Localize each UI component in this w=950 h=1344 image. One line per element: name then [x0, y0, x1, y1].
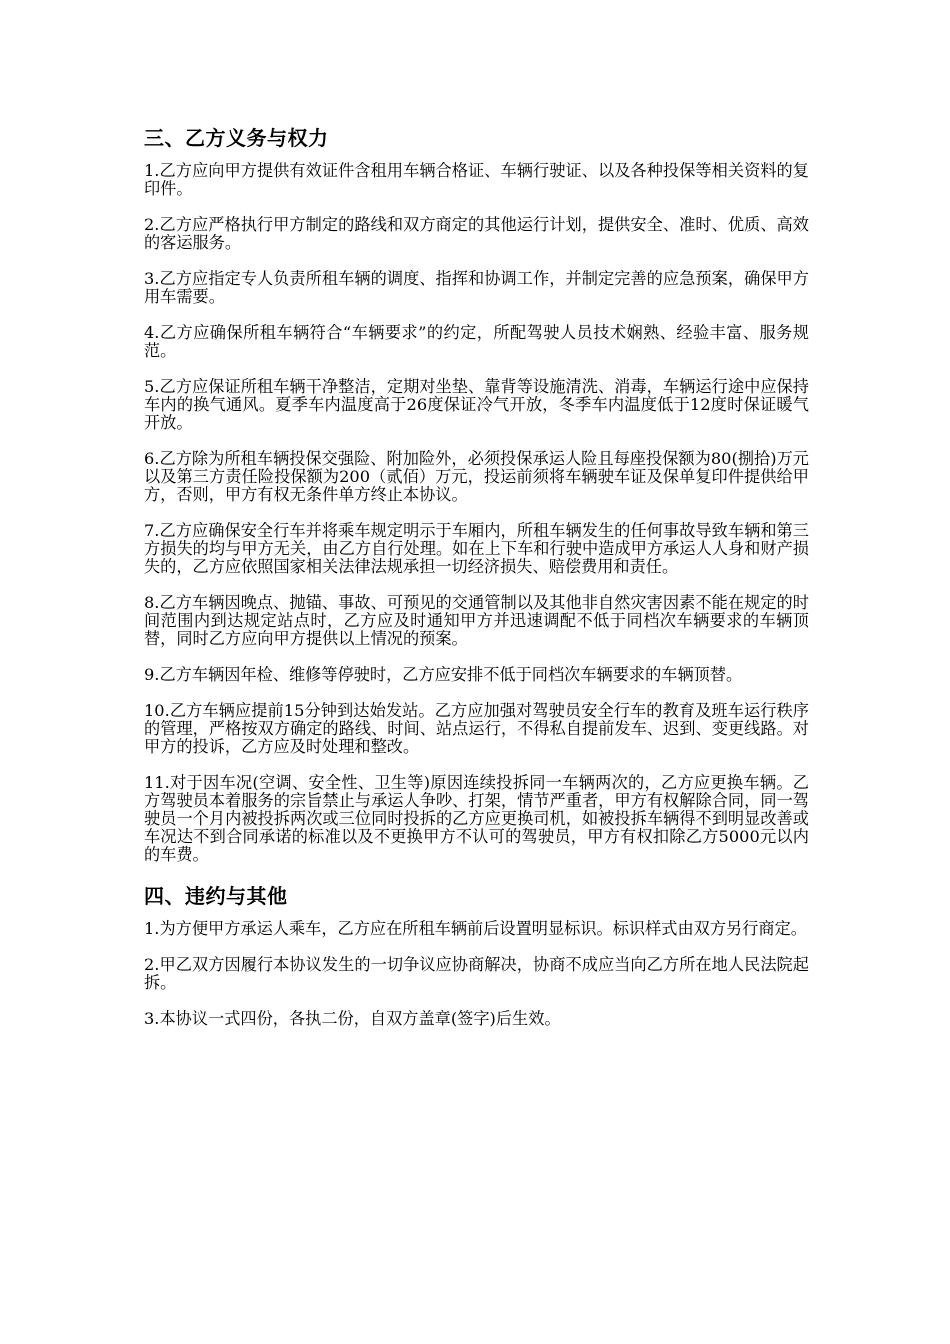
section-4-item-2: 2.甲乙双方因履行本协议发生的一切争议应协商解决，协商不成应当向乙方所在地人民法院起拆。 [144, 955, 809, 992]
section-3-item-4: 4.乙方应确保所租车辆符合“车辆要求”的约定，所配驾驶人员技术娴熟、经验丰富、服务规范。 [144, 323, 809, 360]
section-4-item-3: 3.本协议一式四份，各执二份，自双方盖章(签字)后生效。 [144, 1009, 561, 1028]
document-body [144, 124, 809, 1046]
section-4-item-1: 1.为方便甲方承运人乘车，乙方应在所租车辆前后设置明显标识。标识样式由双方另行商定。 [144, 919, 807, 938]
section-3-item-11: 11.对于因车况(空调、安全性、卫生等)原因连续投拆同一车辆两次的，乙方应更换车辆。乙方驾驶员本着服务的宗旨禁止与承运人争吵、打架，情节严重者，甲方有权解除合同，同一驾驶员一个月内被投拆两次或三位同时投拆的乙方应更换司机，如被投拆车辆得不到明显改善或车况达不到合同承诺的标准以及不更换甲方不认可的驾驶员，甲方有权扣除乙方5000元以内的车费。 [144, 773, 809, 864]
section-3-item-8: 8.乙方车辆因晚点、抛锚、事故、可预见的交通管制以及其他非自然灾害因素不能在规定的时间范围内到达规定站点时，乙方应及时通知甲方并迅速调配不低于同档次车辆要求的车辆顶替，同时乙方应向甲方提供以上情况的预案。 [144, 593, 809, 648]
section-3-item-9: 9.乙方车辆因年检、维修等停驶时，乙方应安排不低于同档次车辆要求的车辆顶替。 [144, 665, 743, 684]
section-3-item-5: 5.乙方应保证所租车辆干净整洁，定期对坐垫、靠背等设施清洗、消毒，车辆运行途中应保持车内的换气通风。夏季车内温度高于26度保证冷气开放，冬季车内温度低于12度时保证暖气开放。 [144, 377, 809, 432]
section-3-item-3: 3.乙方应指定专人负责所租车辆的调度、指挥和协调工作，并制定完善的应急预案，确保甲方用车需要。 [144, 269, 809, 306]
section-3-item-1: 1.乙方应向甲方提供有效证件含租用车辆合格证、车辆行驶证、以及各种投保等相关资料的复印件。 [144, 161, 809, 198]
section-3-item-2: 2.乙方应严格执行甲方制定的路线和双方商定的其他运行计划，提供安全、准时、优质、高效的客运服务。 [144, 215, 809, 252]
section-3-item-7: 7.乙方应确保安全行车并将乘车规定明示于车厢内，所租车辆发生的任何事故导致车辆和第三方损失的均与甲方无关，由乙方自行处理。如在上下车和行驶中造成甲方承运人人身和财产损失的，乙方应依照国家相关法律法规承担一切经济损失、赔偿费用和责任。 [144, 521, 809, 576]
section-4-heading: 四、违约与其他 [144, 884, 288, 908]
section-3-item-6: 6.乙方除为所租车辆投保交强险、附加险外，必须投保承运人险且每座投保额为80(捌拾)万元以及第三方责任险投保额为200（贰佰）万元，投运前须将车辆驶车证及保单复印件提供给甲方，否则，甲方有权无条件单方终止本协议。 [144, 449, 809, 504]
section-3-heading: 三、乙方义务与权力 [144, 126, 329, 150]
section-3-item-10: 10.乙方车辆应提前15分钟到达始发站。乙方应加强对驾驶员安全行车的教育及班车运行秩序的管理，严格按双方确定的路线、时间、站点运行，不得私自提前发车、迟到、变更线路。对甲方的投诉，乙方应及时处理和整改。 [144, 701, 809, 756]
